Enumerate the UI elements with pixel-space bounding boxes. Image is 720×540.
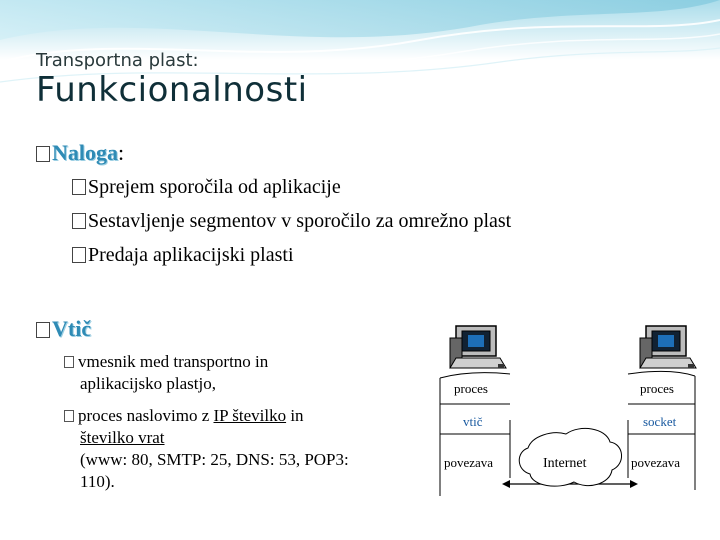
bullet-icon (36, 322, 50, 338)
vtic-line: vmesnik med transportno in (78, 352, 269, 371)
internet-label: Internet (543, 456, 587, 471)
naloga-colon: : (118, 140, 125, 165)
naloga-item (72, 176, 341, 199)
right-proces-label: proces (640, 381, 674, 396)
vtic-line: 110). (80, 472, 115, 491)
naloga-item (72, 210, 511, 233)
bullet-icon (64, 356, 74, 368)
left-proces-label: proces (454, 381, 488, 396)
slide-title: Funkcionalnosti (36, 70, 308, 110)
left-socket-label: vtič (463, 414, 483, 429)
vtic-line: proces naslovimo z (78, 406, 214, 425)
left-connection-label: povezava (444, 455, 494, 470)
bullet-icon (72, 247, 86, 263)
slide-subtitle: Transportna plast: (36, 50, 199, 71)
right-connection-label: povezava (631, 455, 681, 470)
naloga-item-text: Predaja aplikacijski plasti (88, 244, 294, 266)
right-socket-label: socket (643, 414, 677, 429)
computer-icon (640, 326, 696, 368)
vtic-line: (www: 80, SMTP: 25, DNS: 53, POP3: (80, 450, 349, 469)
bullet-icon (72, 213, 86, 229)
bullet-icon (36, 146, 50, 162)
naloga-item-text: Sestavljenje segmentov v sporočilo za omrežno plast (88, 210, 512, 232)
vtic-heading: Vtič (52, 316, 92, 341)
ip-number-link[interactable]: IP številko (213, 406, 287, 425)
bullet-icon (72, 179, 86, 195)
vtic-line: aplikacijsko plastjo, (80, 374, 216, 393)
port-number-link[interactable]: številko vrat (80, 428, 165, 447)
bullet-icon (64, 410, 74, 422)
vtic-line: in (286, 406, 304, 425)
naloga-heading: Naloga (52, 140, 118, 165)
vtic-item-2 (64, 405, 404, 493)
vtic-heading-row (36, 316, 91, 342)
computer-icon (450, 326, 506, 368)
naloga-item-text: Sprejem sporočila od aplikacije (88, 176, 341, 198)
naloga-item (72, 244, 294, 267)
naloga-heading-row (36, 140, 124, 166)
vtic-item-1 (64, 351, 404, 395)
